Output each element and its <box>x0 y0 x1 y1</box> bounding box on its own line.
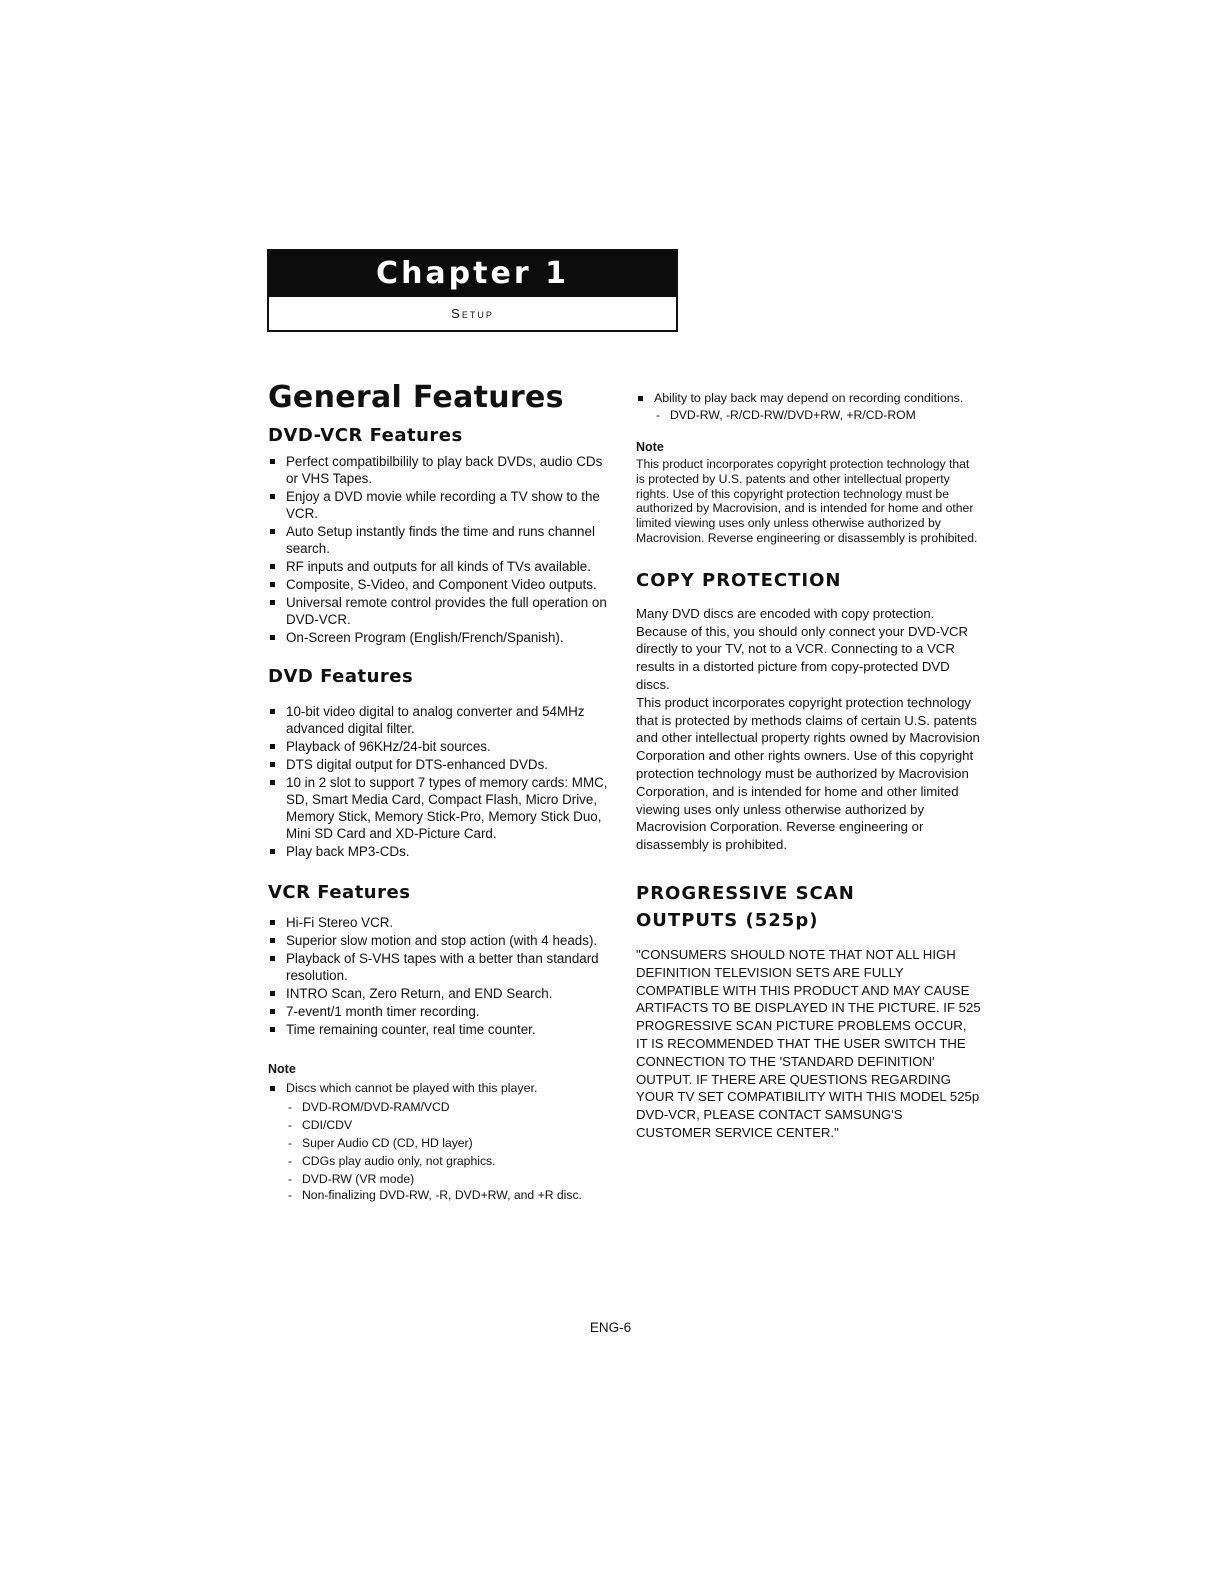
note-label: Note <box>636 440 664 454</box>
page-number: ENG-6 <box>589 1320 632 1335</box>
list-item: Auto Setup instantly finds the time and runs channel search. <box>286 523 613 557</box>
list-item: - CDI/CDV <box>302 1116 613 1134</box>
list-item: Hi-Fi Stereo VCR. <box>286 914 613 931</box>
playback-note-list <box>636 390 981 424</box>
copy-protection-paragraph-2: This product incorporates copyright protection technology that is protected by methods claims of certain U.S. patents and other intellectual property rights owned by Macrovision Corporation and other rights owners. Use of this copyright protection technology must be authorized by Macrovision Corporation, and is intended for home and other limited viewing uses only unless otherwise authorized by Macrovision Corporation. Reverse engineering or disassembly is prohibited. <box>636 694 980 853</box>
list-item: DTS digital output for DTS-enhanced DVDs. <box>286 756 613 773</box>
chapter-title: Chapter 1 <box>269 251 676 297</box>
list-item: On-Screen Program (English/French/Spanish). <box>286 629 613 646</box>
vcr-feature-list <box>268 914 613 1038</box>
playback-note-text: Ability to play back may depend on recording conditions. <box>654 391 964 405</box>
heading-line-2: OUTPUTS (525p) <box>636 909 819 931</box>
section-heading-dvd-vcr: DVD-VCR Features <box>268 425 463 446</box>
heading-line-1: PROGRESSIVE SCAN <box>636 882 855 904</box>
page-title: General Features <box>268 380 564 415</box>
note-text: Discs which cannot be played with this player. <box>286 1081 538 1095</box>
list-item <box>654 390 981 424</box>
list-item: 10 in 2 slot to support 7 types of memory cards: MMC, SD, Smart Media Card, Compact Flash, Micro Drive, Memory Stick, Memory Stick-Pro, Memory Stick Duo, Mini SD Card and XD-Picture Card. <box>286 774 613 842</box>
list-item: - CDGs play audio only, not graphics. <box>302 1152 613 1170</box>
list-item: Composite, S-Video, and Component Video outputs. <box>286 576 613 593</box>
list-item: RF inputs and outputs for all kinds of TVs available. <box>286 558 613 575</box>
list-item: Playback of S-VHS tapes with a better than standard resolution. <box>286 950 613 984</box>
list-item: INTRO Scan, Zero Return, and END Search. <box>286 985 613 1002</box>
list-item: Time remaining counter, real time counter. <box>286 1021 613 1038</box>
list-item: - Super Audio CD (CD, HD layer) <box>302 1134 613 1152</box>
list-item: - DVD-RW (VR mode) <box>302 1170 613 1188</box>
progressive-scan-warning: "CONSUMERS SHOULD NOTE THAT NOT ALL HIGH DEFINITION TELEVISION SETS ARE FULLY COMPATIBLE WITH THIS PRODUCT AND MAY CAUSE ARTIFACTS TO BE DISPLAYED IN THE PICTURE. IF 525 PROGRESSIVE SCAN PICTURE PROBLEMS OCCUR, IT IS RECOMMENDED THAT THE USER SWITCH THE CONNECTION TO THE 'STANDARD DEFINITION' OUTPUT. IF THERE ARE QUESTIONS REGARDING YOUR TV SET COMPATIBILITY WITH THIS MODEL 525p DVD-VCR, PLEASE CONTACT SAMSUNG'S CUSTOMER SERVICE CENTER." <box>636 946 981 1140</box>
chapter-header <box>267 249 678 332</box>
list-item: Superior slow motion and stop action (with 4 heads). <box>286 932 613 949</box>
copy-protection-paragraph-1: Many DVD discs are encoded with copy protection. Because of this, you should only connect your DVD-VCR directly to your TV, not to a VCR. Connecting to a VCR results in a distorted picture from copy-protected DVD discs. <box>636 605 969 692</box>
left-column <box>268 380 613 1204</box>
list-item: Enjoy a DVD movie while recording a TV show to the VCR. <box>286 488 613 522</box>
list-item: - DVD-RW, -R/CD-RW/DVD+RW, +R/CD-ROM <box>670 406 981 424</box>
section-heading-copy-protection: COPY PROTECTION <box>636 569 842 591</box>
section-heading-dvd: DVD Features <box>268 666 414 687</box>
disc-type-list <box>636 406 981 424</box>
list-item: Play back MP3-CDs. <box>286 843 613 860</box>
dvd-vcr-feature-list <box>268 453 613 646</box>
section-heading-vcr: VCR Features <box>268 882 411 903</box>
section-heading-progressive-scan <box>636 880 981 934</box>
list-item: - Non-finalizing DVD-RW, -R, DVD+RW, and +R disc. <box>302 1188 613 1203</box>
right-column <box>636 390 981 1142</box>
list-item: Perfect compatibilbilily to play back DVDs, audio CDs or VHS Tapes. <box>286 453 613 487</box>
list-item <box>286 1080 613 1203</box>
list-item: Universal remote control provides the full operation on DVD-VCR. <box>286 594 613 628</box>
note-label: Note <box>268 1062 296 1076</box>
list-item: 7-event/1 month timer recording. <box>286 1003 613 1020</box>
list-item: Playback of 96KHz/24-bit sources. <box>286 738 613 755</box>
chapter-subtitle: Setup <box>451 306 494 321</box>
unsupported-disc-list <box>268 1098 613 1203</box>
dvd-feature-list <box>268 703 613 860</box>
note-list <box>268 1080 613 1203</box>
list-item: - DVD-ROM/DVD-RAM/VCD <box>302 1098 613 1116</box>
list-item: 10-bit video digital to analog converter and 54MHz advanced digital filter. <box>286 703 613 737</box>
copyright-note: This product incorporates copyright protection technology that is protected by U.S. patents and other intellectual property rights. Use of this copyright protection technology must be authorized by Macrovision, and is intended for home and other limited viewing uses only unless otherwise authorized by Macrovision. Reverse engineering or disassembly is prohibited. <box>636 457 978 545</box>
